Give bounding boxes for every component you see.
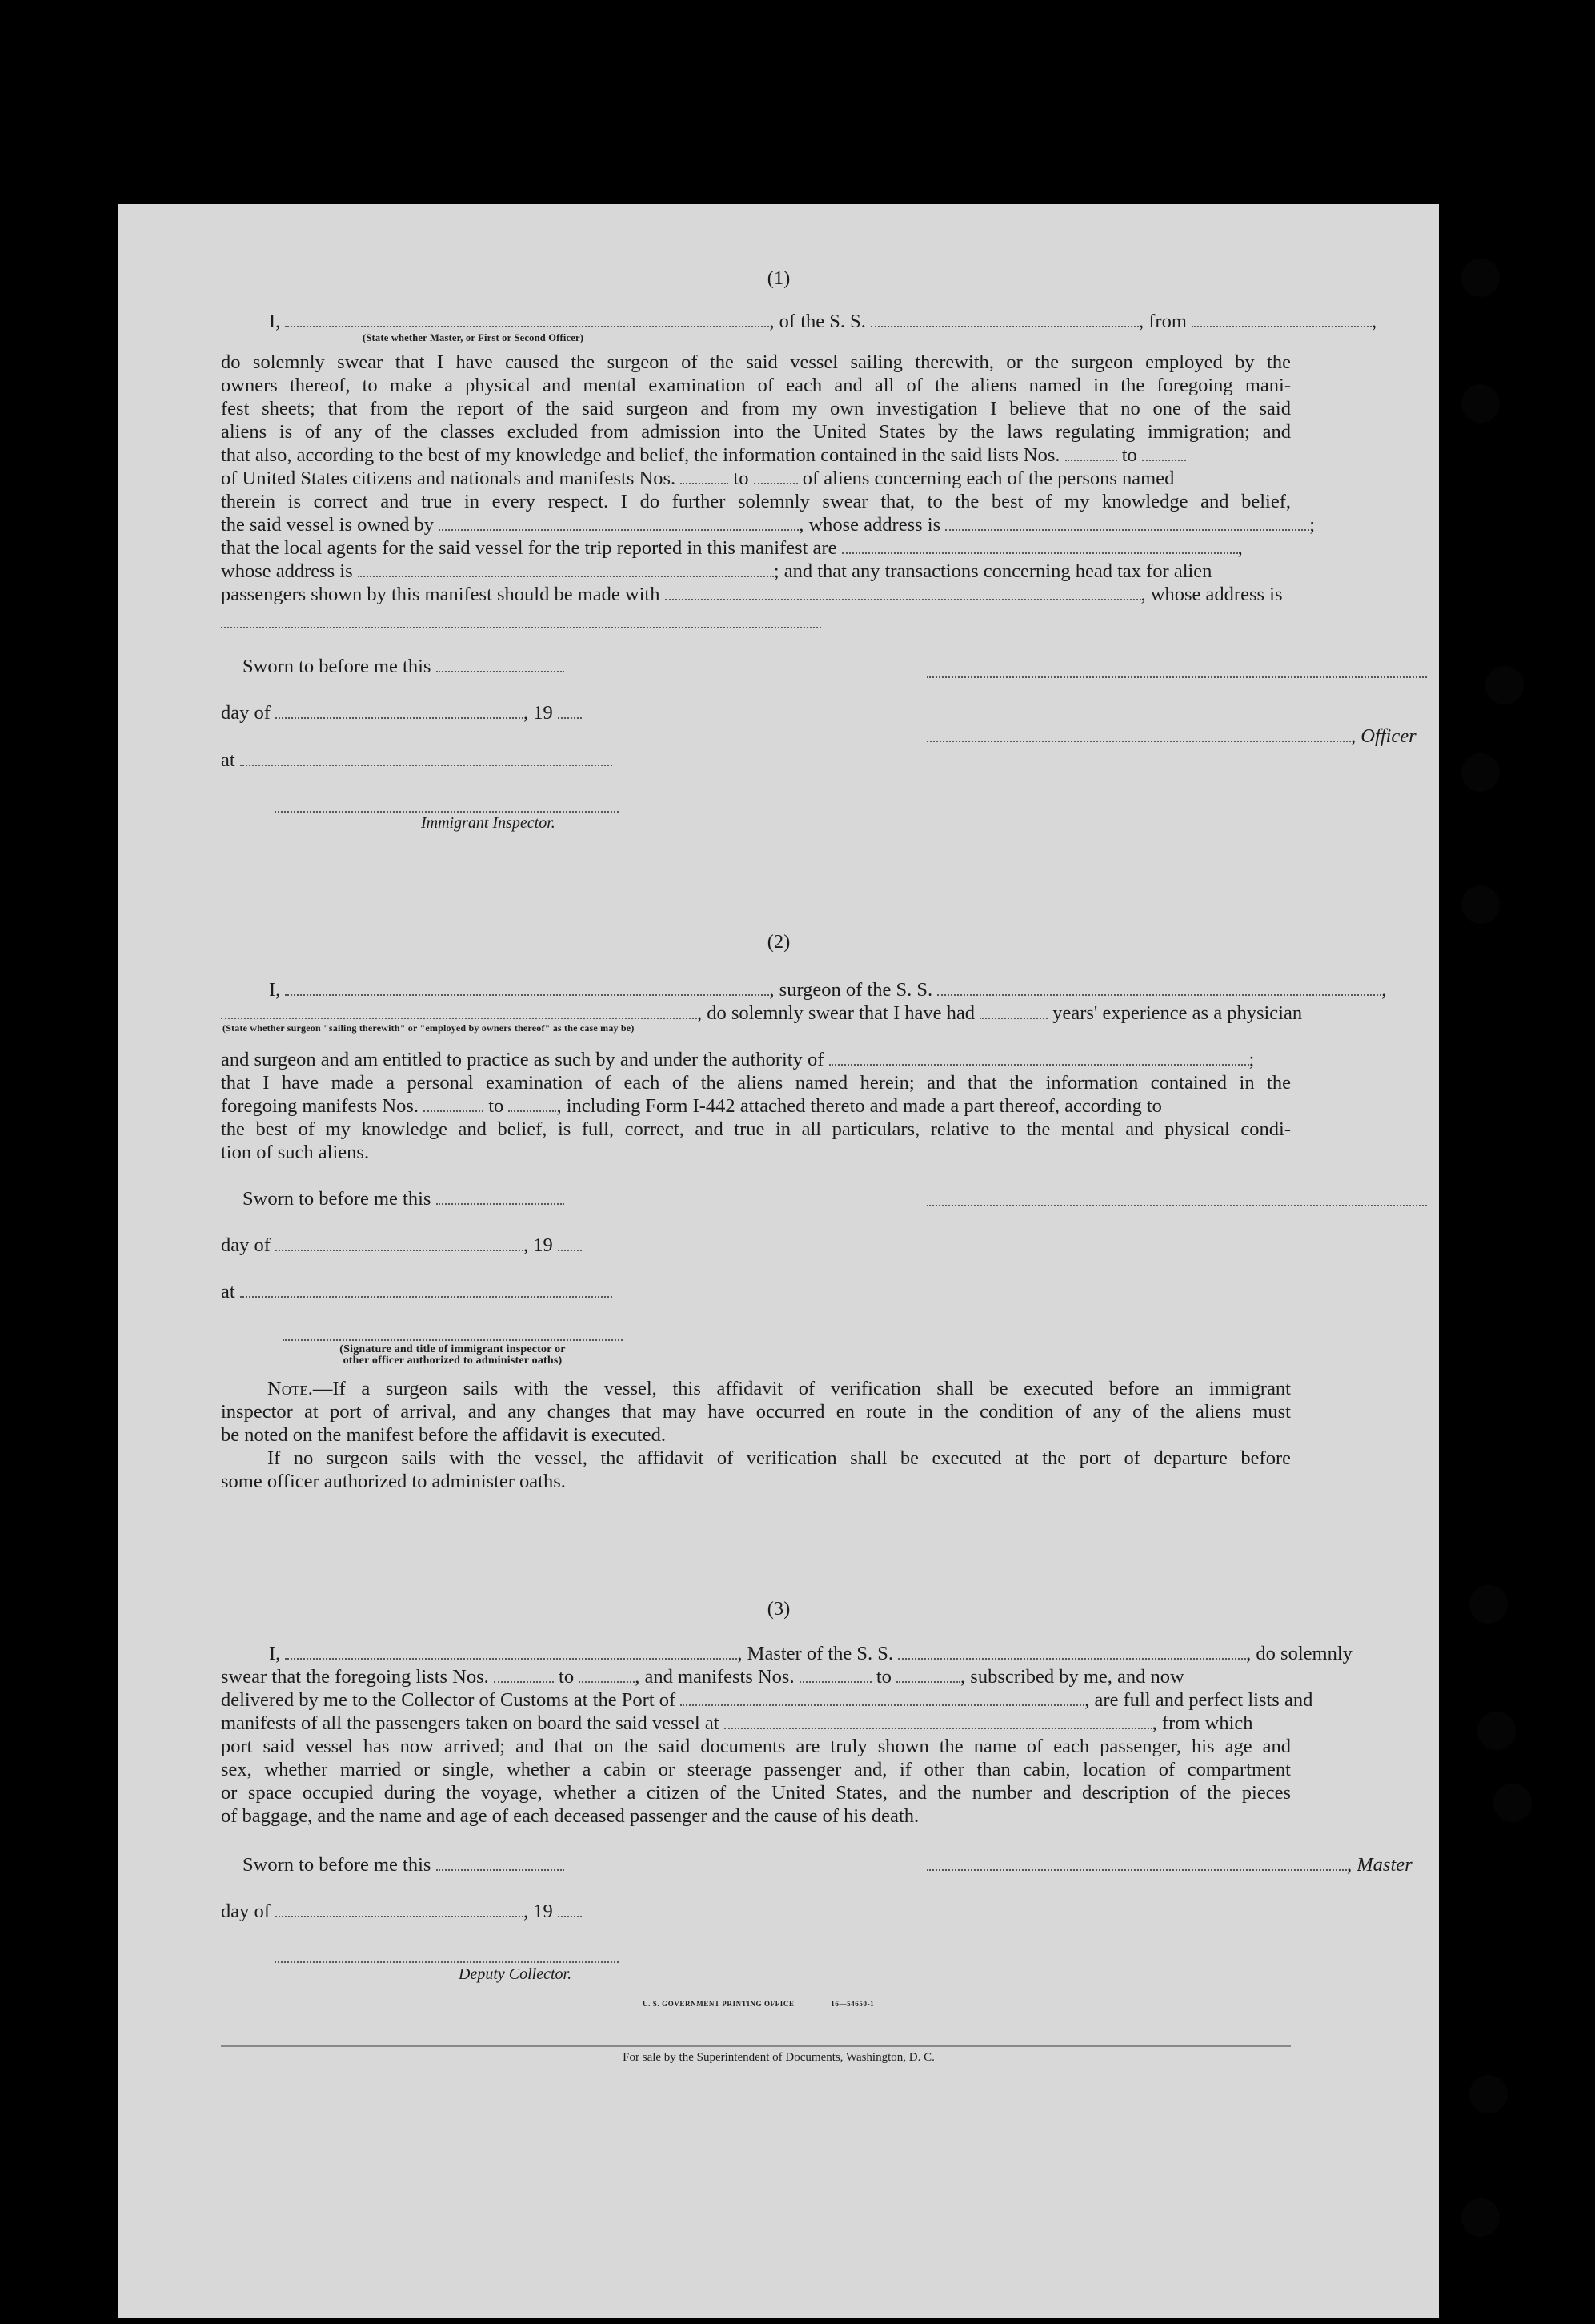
- s2-at: at: [221, 1280, 612, 1303]
- punch-hole: [1461, 2198, 1500, 2237]
- s1-officer-title[interactable]: [927, 740, 1351, 742]
- for-sale-notice: For sale by the Superintendent of Documents, Washington, D. C.: [623, 2051, 935, 2064]
- s2-authority[interactable]: [829, 1063, 1249, 1066]
- s3-manifests-from[interactable]: [800, 1680, 872, 1683]
- s1-officer-signature[interactable]: [927, 676, 1427, 678]
- s2-surgeon-status[interactable]: [221, 1017, 697, 1019]
- punch-hole: [1469, 1585, 1508, 1624]
- s2-signature-note: (Signature and title of immigrant inspector or other officer authorized to administer oaths): [339, 1343, 566, 1367]
- manifest-page: [118, 204, 1439, 2318]
- s3-sworn: Sworn to before me this: [242, 1853, 564, 1876]
- section2-heading: (2): [767, 931, 791, 953]
- note-label: Note.: [267, 1378, 313, 1399]
- s1-i: I,: [269, 311, 281, 332]
- punch-hole: [1477, 1712, 1516, 1750]
- s3-master-line: , Master: [927, 1853, 1413, 1876]
- s2-surgeon-name[interactable]: [285, 993, 769, 996]
- s3-master-name[interactable]: [285, 1657, 737, 1660]
- s1-headtax-field[interactable]: [665, 598, 1141, 600]
- s2-day-month[interactable]: [275, 1249, 523, 1251]
- section3-heading: (3): [767, 1598, 791, 1620]
- s1-vessel-field[interactable]: [871, 325, 1139, 327]
- s2-manifests-to[interactable]: [508, 1110, 556, 1112]
- s1-inspector-signature[interactable]: [275, 811, 619, 813]
- s3-manifests-to[interactable]: [896, 1680, 960, 1683]
- s3-line1: I, , Master of the S. S. , do solemnly: [269, 1643, 1353, 1664]
- s2-sworn: Sworn to before me this: [242, 1187, 564, 1210]
- punch-hole: [1485, 666, 1524, 704]
- punch-hole: [1469, 2075, 1508, 2113]
- punch-hole: [1461, 384, 1500, 423]
- s2-note: Note.—If a surgeon sails with the vessel, this affidavit of verification shall be executed before an immigrant inspector at port of arrival, and any changes that may have occurred en route in the condition of any of the aliens must be noted on the manifest before the affidavit is executed. If no surgeon sails with the vessel, the affidavit of verification shall be executed at the port of departure before some officer authorized to administer oaths.: [221, 1378, 1291, 1492]
- punch-hole: [1493, 1784, 1532, 1822]
- s1-lists-to[interactable]: [1142, 459, 1186, 461]
- s1-at: at: [221, 749, 612, 772]
- s1-agents-field[interactable]: [842, 552, 1238, 554]
- s1-officer-field[interactable]: [285, 325, 769, 327]
- section1-heading: (1): [767, 267, 791, 289]
- s2-state-note: (State whether surgeon "sailing therewith" or "employed by owners thereof" as the case may be): [222, 1022, 635, 1034]
- s1-sworn-day[interactable]: [436, 670, 564, 672]
- s2-years[interactable]: [980, 1017, 1048, 1019]
- punch-hole: [1461, 753, 1500, 792]
- s2-manifests-from[interactable]: [423, 1110, 483, 1112]
- s2-year[interactable]: [558, 1249, 582, 1251]
- s3-port-of[interactable]: [680, 1704, 1084, 1706]
- s1-lists-from[interactable]: [1065, 459, 1117, 461]
- s1-manifests-to[interactable]: [754, 482, 798, 484]
- s2-surgeon-signature[interactable]: [927, 1205, 1427, 1206]
- s3-year[interactable]: [558, 1915, 582, 1917]
- gpo-imprint: U. S. GOVERNMENT PRINTING OFFICE 16—54650-1: [643, 2000, 875, 2008]
- s1-sworn: Sworn to before me this: [242, 655, 564, 678]
- s1-inspector-label: Immigrant Inspector.: [421, 814, 555, 832]
- s1-day-month[interactable]: [275, 716, 523, 719]
- s1-from-field[interactable]: [1192, 325, 1372, 327]
- s3-lists-to[interactable]: [579, 1680, 635, 1683]
- s2-inspector-signature[interactable]: [283, 1339, 623, 1341]
- s2-paragraph: and surgeon and am entitled to practice as such by and under the authority of ; that I have made a personal examination of each of the aliens named herein; and that the information contained in the foregoing manifests Nos. to , including Form I-442 attached thereto and made a part thereof, according to the best of my knowledge and belief, is full, correct, and true in all particulars, relative to the mental and physical condi- tion of such aliens.: [221, 1049, 1291, 1163]
- s3-lists-from[interactable]: [494, 1680, 554, 1683]
- s1-owner-field[interactable]: [439, 528, 799, 531]
- s1-state-note: (State whether Master, or First or Second Officer): [363, 332, 584, 343]
- s3-collector-label: Deputy Collector.: [459, 1965, 572, 1983]
- s3-sworn-day[interactable]: [436, 1868, 564, 1871]
- s2-vessel[interactable]: [937, 993, 1381, 996]
- s1-year[interactable]: [558, 716, 582, 719]
- s2-at-place[interactable]: [240, 1295, 612, 1298]
- s3-vessel[interactable]: [898, 1657, 1246, 1660]
- punch-hole: [1461, 259, 1500, 297]
- s1-line1: I, , of the S. S. , from ,: [269, 311, 1377, 332]
- s3-day-month[interactable]: [275, 1915, 523, 1917]
- s1-paragraph: do solemnly swear that I have caused the surgeon of the said vessel sailing therewith, or the surgeon employed by the owners thereof, to make a physical and mental examination of each and all of the aliens named in the foregoing mani- fest sheets; that from the report of the said surgeon and from my own investigation I believe that no one of the said aliens is of any of the classes excluded from admission into the United States by the laws regulating immigration; and that also, according to the best of my knowledge and belief, the information contained in the said lists Nos. to of United States citizens and nationals and manifests Nos. to of aliens concerning each of the persons named therein is correct and true in every respect. I do further solemnly swear that, to the best of my knowledge and belief, the said vessel is owned by , whose address is ; that the local agents for the said vessel for the trip reported in this manifest are , whose address is ; and that any transactions concerning head tax for alien passengers shown by this manifest should be made with , whose address is: [221, 351, 1316, 605]
- punch-hole: [1461, 885, 1500, 924]
- s1-at-place[interactable]: [240, 764, 612, 766]
- s1-agents-address[interactable]: [358, 575, 774, 577]
- s3-day-of: day of , 19: [221, 1900, 582, 1923]
- s1-owner-address[interactable]: [945, 528, 1309, 531]
- footer-rule: [221, 2045, 1291, 2047]
- s2-day-of: day of , 19: [221, 1234, 582, 1257]
- s2-line2: , do solemnly swear that I have had years' experience as a physician: [221, 1001, 1302, 1025]
- s3-paragraph: swear that the foregoing lists Nos. to , and manifests Nos. to , subscribed by me, and now delivered by me to the Collector of Customs at the Port of , are full and perfect lists and manifests of all the passengers taken on board the said vessel at , from which port said vessel has now arrived; and that on the said documents are truly shown the name of each passenger, his age and sex, whether married or single, whether a cabin or steerage passenger and, if other than cabin, location of compartment or space occupied during the voyage, whether a citizen of the United States, and the number and description of the pieces of baggage, and the name and age of each deceased passenger and the cause of his death.: [221, 1666, 1313, 1827]
- s1-headtax-address[interactable]: [221, 627, 821, 628]
- s3-boarded-at[interactable]: [724, 1727, 1152, 1729]
- s3-master-signature[interactable]: [927, 1868, 1347, 1871]
- s1-day-of: day of , 19: [221, 701, 582, 724]
- s3-collector-signature[interactable]: [275, 1961, 619, 1963]
- s2-sworn-day[interactable]: [436, 1202, 564, 1205]
- s1-manifests-from[interactable]: [680, 482, 728, 484]
- s1-officer-line: , Officer: [927, 724, 1417, 748]
- s2-line1: I, , surgeon of the S. S. ,: [269, 979, 1387, 1001]
